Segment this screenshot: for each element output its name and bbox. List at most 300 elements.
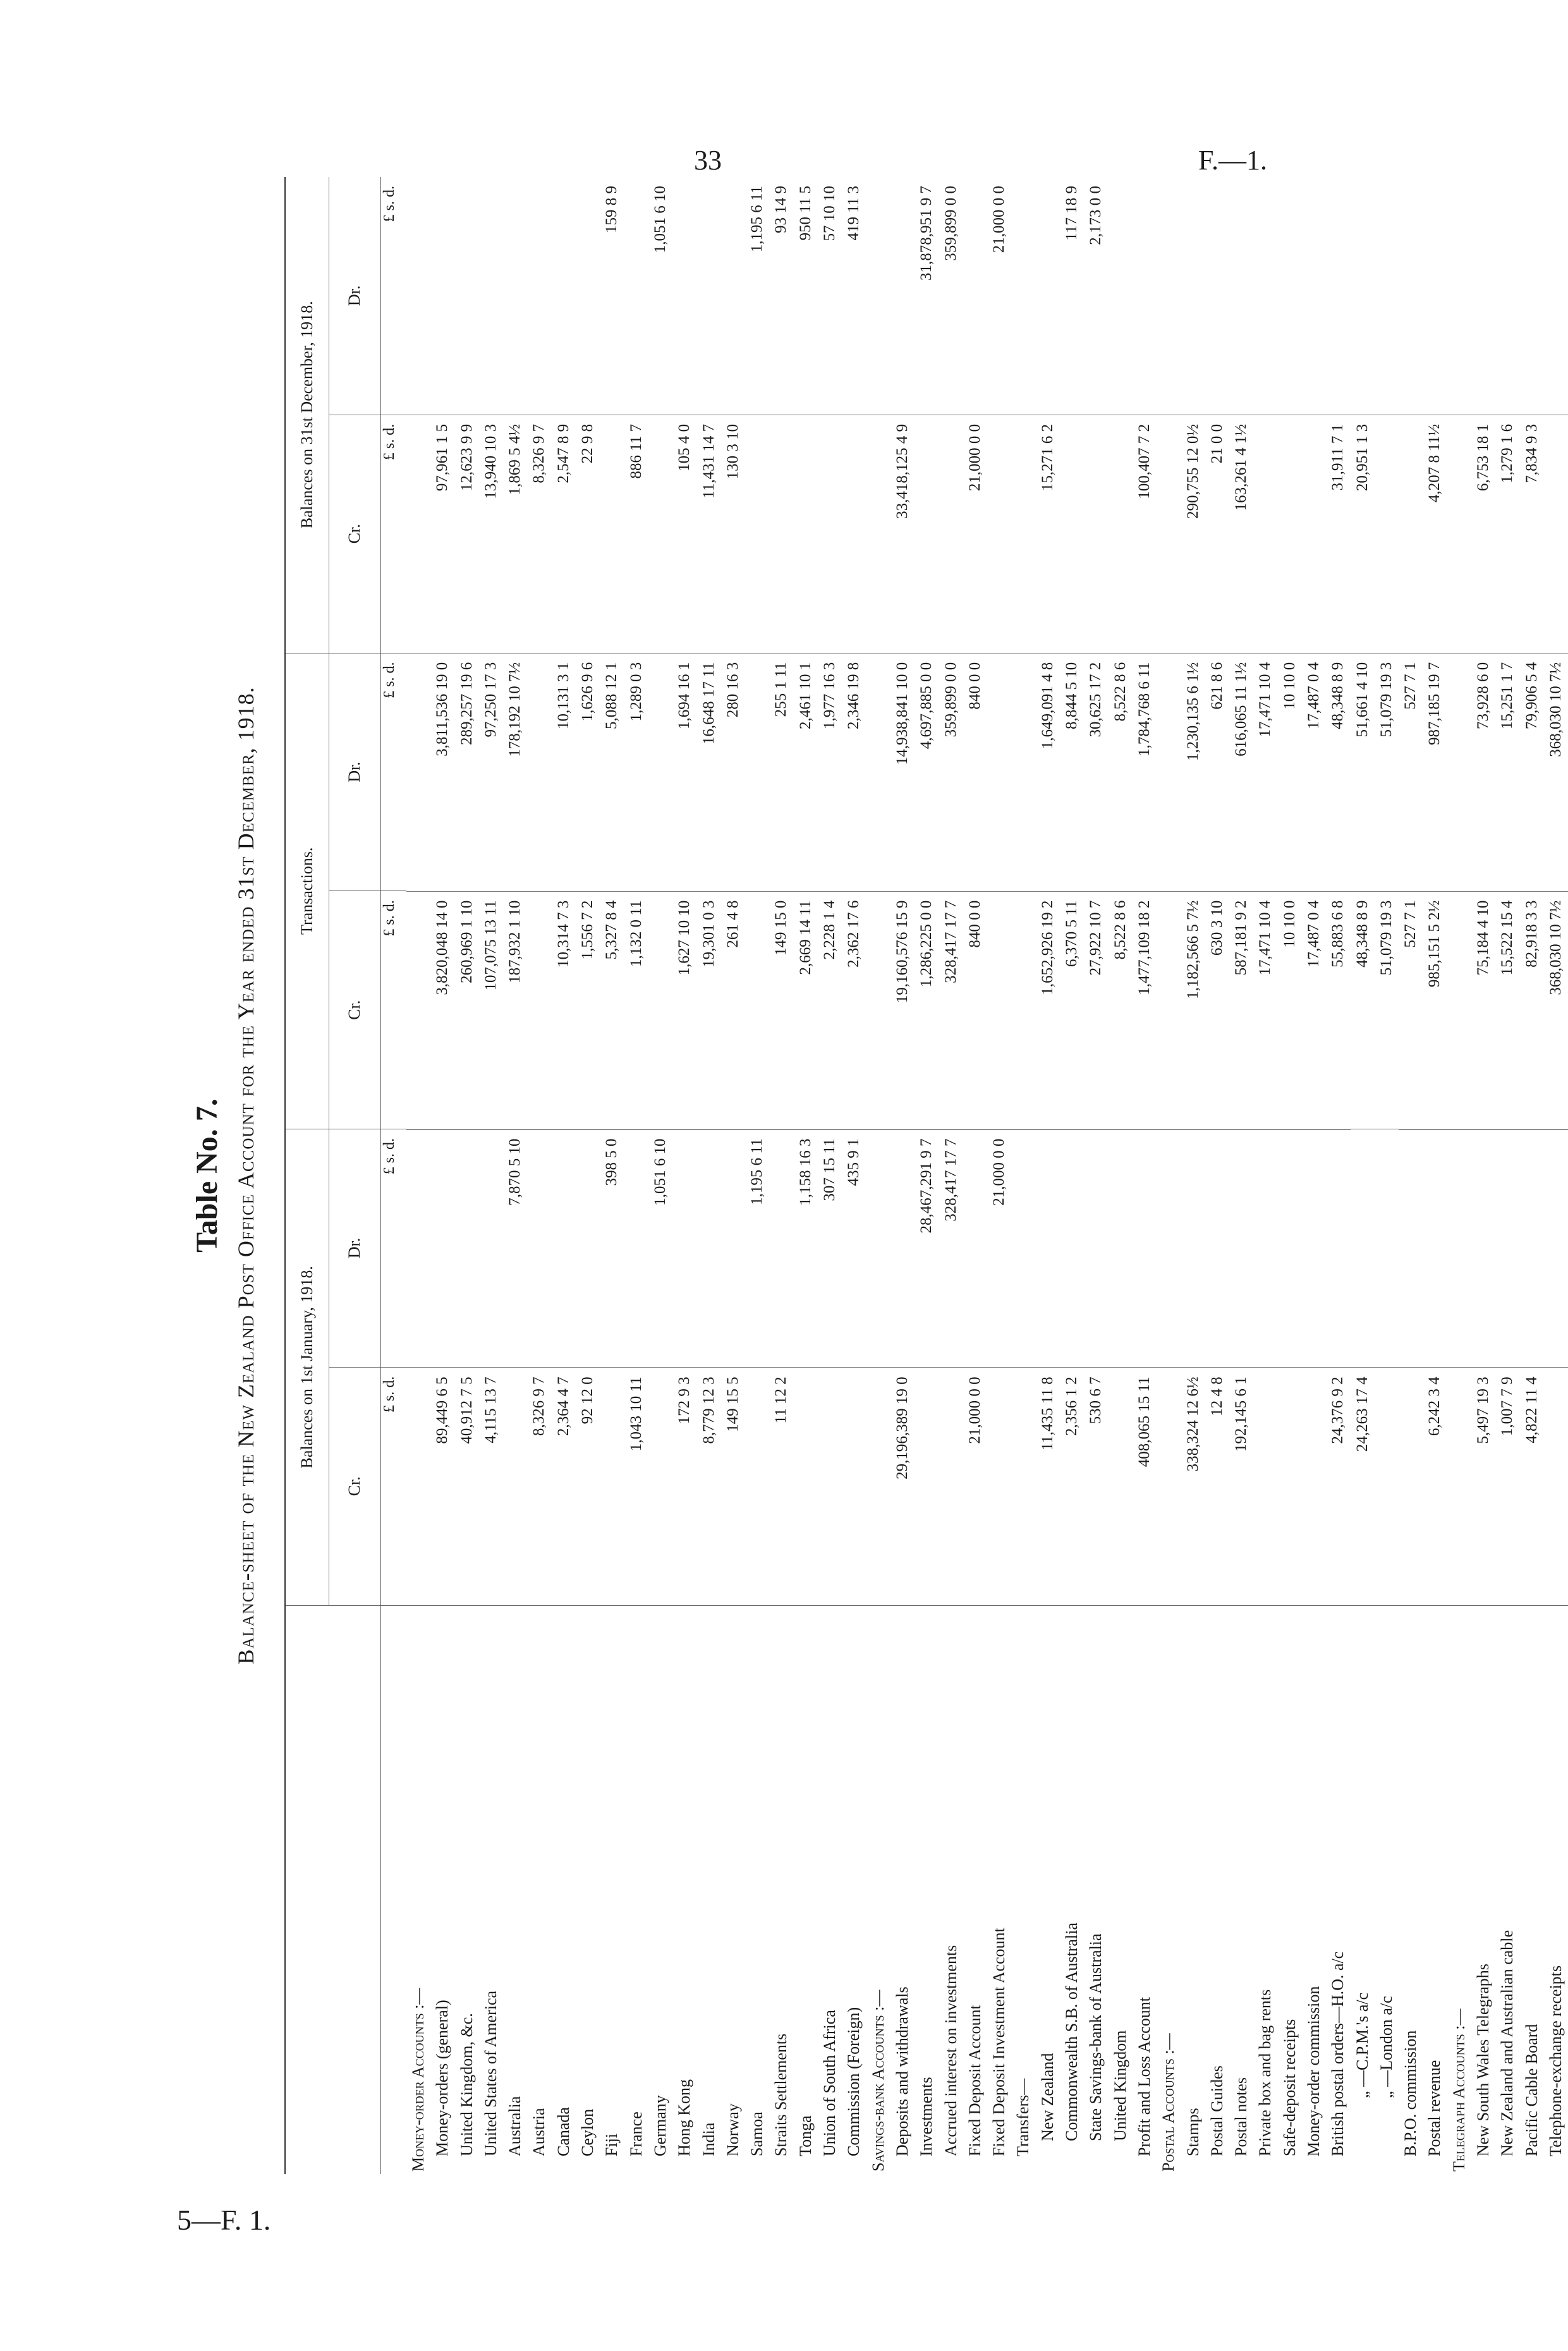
- dr-cell: [648, 653, 672, 891]
- dr-cell: [963, 1130, 987, 1368]
- dr-cell: [406, 653, 430, 891]
- dr-cell: [430, 177, 454, 415]
- dr-cell: 359,899 0 0: [942, 662, 959, 738]
- table-row: [576, 177, 600, 2174]
- row-label: Germany: [648, 1605, 672, 2174]
- cr-cell: 12,623 9 9: [455, 415, 479, 653]
- cr-cell: 630 3 10: [1205, 891, 1229, 1129]
- dr-cell: [1351, 1130, 1375, 1368]
- cr-cell: [794, 1367, 818, 1605]
- row-label: „ —C.P.M.'s a/c: [1351, 1605, 1375, 2174]
- dr-cell: [1302, 177, 1326, 415]
- cr-cell: 22 9 8: [576, 415, 600, 653]
- cr-cell: [745, 891, 769, 1129]
- dr-cell: 1,626 9 6: [579, 662, 597, 722]
- dr-cell: 368,030 10 7½: [1547, 662, 1564, 757]
- row-label: Stamps: [1181, 1605, 1205, 2174]
- dr-cell: [1181, 1130, 1205, 1368]
- cr-cell: 27,922 10 7: [1084, 891, 1108, 1129]
- cr-cell: [915, 1367, 939, 1605]
- cr-cell: 261 4 8: [721, 891, 745, 1129]
- cr-cell: [406, 415, 430, 653]
- dr-cell: [527, 653, 551, 891]
- cr-cell: 4,115 13 7: [479, 1367, 503, 1605]
- page-number: 33: [694, 145, 722, 176]
- cr-cell: 187,932 1 10: [503, 891, 527, 1129]
- cr-cell: 149 15 0: [769, 891, 793, 1129]
- cr-cell: [1157, 1367, 1181, 1605]
- cr-cell: [987, 415, 1011, 653]
- rotated-table-region: [190, 177, 1565, 2174]
- cr-cell: [939, 1367, 963, 1605]
- cr-cell: [1109, 1367, 1133, 1605]
- row-label: Telegraph Accounts :—: [1447, 1605, 1471, 2174]
- dr-cell: [624, 1130, 648, 1368]
- row-label: Australia: [503, 1605, 527, 2174]
- dr-cell: [1011, 1130, 1035, 1368]
- unit-label: £ s. d.: [381, 890, 406, 1129]
- cr-cell: 8,779 12 3: [697, 1367, 721, 1605]
- dr-cell: [1278, 1130, 1302, 1368]
- dr-cell: [1084, 1130, 1108, 1368]
- dr-cell: 10 10 0: [1280, 662, 1298, 710]
- dr-cell: 51,079 19 3: [1377, 662, 1395, 738]
- row-label: B.P.O. commission: [1399, 1605, 1423, 2174]
- cr-cell: 328,417 17 7: [939, 891, 963, 1129]
- cr-cell: 5,497 19 3: [1471, 1367, 1495, 1605]
- dr-cell: [455, 177, 479, 415]
- cr-cell: 92 12 0: [576, 1367, 600, 1605]
- cr-cell: 11,435 11 8: [1036, 1367, 1060, 1605]
- dr-cell: [624, 177, 648, 415]
- table-row: [769, 177, 793, 2174]
- row-label: Investments: [915, 1605, 939, 2174]
- cr-cell: [1544, 1367, 1568, 1605]
- cr-cell: 4,822 11 4: [1520, 1367, 1544, 1605]
- cr-cell: 2,362 17 6: [842, 891, 866, 1129]
- dr-cell: [479, 177, 503, 415]
- table-row: [648, 177, 672, 2174]
- cr-cell: 24,263 17 4: [1351, 1367, 1375, 1605]
- dr-cell: [1036, 177, 1060, 415]
- dr-cell: [1253, 177, 1277, 415]
- dr-cell: [1544, 1130, 1568, 1368]
- dr-cell: 8,522 8 6: [1111, 662, 1129, 722]
- row-label: Fiji: [600, 1605, 624, 2174]
- dr-cell: 1,158 16 3: [796, 1138, 814, 1206]
- cr-cell: 260,969 1 10: [455, 891, 479, 1129]
- dr-cell: 51,661 4 10: [1353, 662, 1371, 738]
- row-label: Deposits and withdrawals: [890, 1605, 915, 2174]
- row-label: Profit and Loss Account: [1133, 1605, 1157, 2174]
- table-row: [1278, 177, 1302, 2174]
- col-cr: Cr.: [329, 415, 380, 653]
- table-row: [455, 177, 479, 2174]
- row-label: Money-order Accounts :—: [406, 1605, 430, 2174]
- cr-cell: 3,820,048 14 0: [430, 891, 454, 1129]
- cr-cell: 17,471 10 4: [1253, 891, 1277, 1129]
- dr-cell: [1423, 1130, 1447, 1368]
- cr-cell: 10 10 0: [1278, 891, 1302, 1129]
- table-row: [624, 177, 648, 2174]
- dr-cell: [1157, 1130, 1181, 1368]
- cr-cell: 15,271 6 2: [1036, 415, 1060, 653]
- dr-cell: 117 18 9: [1063, 186, 1081, 241]
- dr-cell: [697, 177, 721, 415]
- dr-cell: [406, 177, 430, 415]
- dr-cell: [1520, 1130, 1544, 1368]
- cr-cell: 20,951 1 3: [1351, 415, 1375, 653]
- table-row: [1181, 177, 1205, 2174]
- table-row: [1326, 177, 1350, 2174]
- dr-cell: 15,251 1 7: [1498, 662, 1516, 729]
- cr-cell: [818, 415, 842, 653]
- row-label: Pacific Cable Board: [1520, 1605, 1544, 2174]
- dr-cell: 14,938,841 10 0: [893, 662, 911, 765]
- cr-cell: 2,669 14 11: [794, 891, 818, 1129]
- dr-cell: [866, 653, 890, 891]
- dr-cell: [1326, 1130, 1350, 1368]
- cr-cell: 11,431 14 7: [697, 415, 721, 653]
- dr-cell: [866, 1130, 890, 1368]
- cr-cell: 2,228 1 4: [818, 891, 842, 1129]
- cr-cell: 6,242 3 4: [1423, 1367, 1447, 1605]
- header-group-opening: [286, 1129, 380, 1605]
- cr-cell: 163,261 4 1½: [1229, 415, 1253, 653]
- dr-cell: [1229, 177, 1253, 415]
- dr-cell: 255 1 11: [772, 662, 790, 717]
- units-row: [381, 177, 406, 2174]
- col-dr: Dr.: [345, 285, 363, 307]
- cr-cell: 1,279 1 6: [1495, 415, 1519, 653]
- row-label: Private box and bag rents: [1253, 1605, 1277, 2174]
- row-label: Canada: [552, 1605, 576, 2174]
- table-row: [1375, 177, 1399, 2174]
- cr-cell: [1399, 415, 1423, 653]
- dr-cell: [527, 1130, 551, 1368]
- cr-cell: 527 7 1: [1399, 891, 1423, 1129]
- dr-cell: [576, 1130, 600, 1368]
- cr-cell: 97,961 1 5: [430, 415, 454, 653]
- dr-cell: [1495, 177, 1519, 415]
- dr-cell: 28,467,291 9 7: [918, 1138, 935, 1234]
- row-label: Commission (Foreign): [842, 1605, 866, 2174]
- table-row: [866, 177, 890, 2174]
- dr-cell: 73,928 6 0: [1474, 662, 1492, 729]
- cr-cell: [842, 1367, 866, 1605]
- cr-cell: [1011, 415, 1035, 653]
- table-body: [406, 177, 1568, 2174]
- dr-cell: [527, 177, 551, 415]
- dr-cell: [721, 1130, 745, 1368]
- table-row: [1157, 177, 1181, 2174]
- dr-cell: [406, 1130, 430, 1368]
- row-label: New Zealand and Australian cable: [1495, 1605, 1519, 2174]
- cr-cell: 1,652,926 19 2: [1036, 891, 1060, 1129]
- cr-cell: [745, 1367, 769, 1605]
- dr-cell: [430, 1130, 454, 1368]
- row-label: New Zealand: [1036, 1605, 1060, 2174]
- cr-cell: [1157, 415, 1181, 653]
- dr-cell: 289,257 19 6: [458, 662, 475, 745]
- cr-cell: [648, 1367, 672, 1605]
- table-row: [1520, 177, 1544, 2174]
- cr-cell: 15,522 15 4: [1495, 891, 1519, 1129]
- dr-cell: [1471, 177, 1495, 415]
- cr-cell: 8,522 8 6: [1109, 891, 1133, 1129]
- dr-cell: [1229, 1130, 1253, 1368]
- dr-cell: [1544, 177, 1568, 415]
- row-label: Safe-deposit receipts: [1278, 1605, 1302, 2174]
- dr-cell: [1375, 1130, 1399, 1368]
- cr-cell: 24,376 9 2: [1326, 1367, 1350, 1605]
- dr-cell: 1,977 16 3: [821, 662, 839, 729]
- row-label: Hong Kong: [672, 1605, 696, 2174]
- cr-cell: [1544, 415, 1568, 653]
- signature-mark: 5—F. 1.: [177, 2204, 271, 2236]
- table-row: [1036, 177, 1060, 2174]
- table-row: [1011, 177, 1035, 2174]
- dr-cell: 16,648 17 11: [700, 662, 717, 745]
- row-label: Money-order commission: [1302, 1605, 1326, 2174]
- dr-cell: 398 5 0: [603, 1138, 621, 1186]
- cr-cell: 338,324 12 6½: [1181, 1367, 1205, 1605]
- cr-cell: 1,869 5 4½: [503, 415, 527, 653]
- cr-cell: [794, 415, 818, 653]
- table-row: [794, 177, 818, 2174]
- dr-cell: 987,185 19 7: [1426, 662, 1443, 745]
- cr-cell: 530 6 7: [1084, 1367, 1108, 1605]
- col-cr: Cr.: [329, 890, 380, 1129]
- dr-cell: [963, 177, 987, 415]
- cr-cell: [1011, 891, 1035, 1129]
- dr-cell: [552, 177, 576, 415]
- table-row: [697, 177, 721, 2174]
- dr-cell: [1205, 177, 1229, 415]
- dr-cell: [672, 177, 696, 415]
- table-row: [479, 177, 503, 2174]
- row-label: United Kingdom, &c.: [455, 1605, 479, 2174]
- table-number: Table No. 7.: [190, 1098, 224, 1253]
- cr-cell: [987, 891, 1011, 1129]
- row-label: United States of America: [479, 1605, 503, 2174]
- unit-label: £ s. d.: [381, 186, 398, 222]
- table-row: [963, 177, 987, 2174]
- row-label: New South Wales Telegraphs: [1471, 1605, 1495, 2174]
- cr-cell: 6,753 18 1: [1471, 415, 1495, 653]
- cr-cell: [1253, 1367, 1277, 1605]
- header-label-cell: [286, 1605, 380, 2174]
- unit-label: £ s. d.: [381, 1367, 406, 1605]
- table-row: [1133, 177, 1157, 2174]
- table-header: [284, 177, 381, 2174]
- cr-cell: [406, 891, 430, 1129]
- cr-cell: [866, 891, 890, 1129]
- row-label: Tonga: [794, 1605, 818, 2174]
- dr-cell: 17,487 0 4: [1304, 662, 1322, 729]
- cr-cell: 82,918 3 3: [1520, 891, 1544, 1129]
- cr-cell: 7,834 9 3: [1520, 415, 1544, 653]
- table-row: [745, 177, 769, 2174]
- dr-cell: [1520, 177, 1544, 415]
- cr-cell: 89,449 6 5: [430, 1367, 454, 1605]
- dr-cell: 21,000 0 0: [990, 185, 1008, 253]
- cr-cell: 17,487 0 4: [1302, 891, 1326, 1129]
- dr-cell: [987, 653, 1011, 891]
- dr-cell: [455, 1130, 479, 1368]
- table-row: [1447, 177, 1471, 2174]
- row-label: Postal notes: [1229, 1605, 1253, 2174]
- table-row: [1084, 177, 1108, 2174]
- cr-cell: 48,348 8 9: [1351, 891, 1375, 1129]
- cr-cell: 33,418,125 4 9: [890, 415, 915, 653]
- table-row: [721, 177, 745, 2174]
- dr-cell: [1036, 1130, 1060, 1368]
- cr-cell: 40,912 7 5: [455, 1367, 479, 1605]
- cr-cell: 985,151 5 2½: [1423, 891, 1447, 1129]
- row-label: „ —London a/c: [1375, 1605, 1399, 2174]
- col-dr: Dr.: [345, 1237, 363, 1259]
- cr-cell: 886 11 7: [624, 415, 648, 653]
- row-label: Commonwealth S.B. of Australia: [1060, 1605, 1084, 2174]
- cr-cell: 130 3 10: [721, 415, 745, 653]
- row-label: Postal Guides: [1205, 1605, 1229, 2174]
- row-label: State Savings-bank of Australia: [1084, 1605, 1108, 2174]
- cr-cell: [600, 415, 624, 653]
- cr-cell: [866, 415, 890, 653]
- cr-cell: 172 9 3: [672, 1367, 696, 1605]
- dr-cell: 1,694 16 1: [676, 662, 693, 729]
- table-row: [987, 177, 1011, 2174]
- table-row: [915, 177, 939, 2174]
- dr-cell: 328,417 17 7: [942, 1138, 959, 1222]
- cr-cell: 1,132 0 11: [624, 891, 648, 1129]
- row-label: Fixed Deposit Investment Account: [987, 1605, 1011, 2174]
- dr-cell: [552, 1130, 576, 1368]
- cr-cell: [1011, 1367, 1035, 1605]
- dr-cell: [721, 177, 745, 415]
- dr-cell: [1351, 177, 1375, 415]
- row-label: India: [697, 1605, 721, 2174]
- dr-cell: [890, 1130, 915, 1368]
- dr-cell: 1,289 0 3: [627, 662, 645, 722]
- cr-cell: 192,145 6 1: [1229, 1367, 1253, 1605]
- dr-cell: 21,000 0 0: [990, 1138, 1008, 1206]
- dr-cell: [1447, 653, 1471, 891]
- cr-cell: [1447, 891, 1471, 1129]
- dr-cell: [1447, 177, 1471, 415]
- dr-cell: 7,870 5 10: [506, 1138, 524, 1206]
- cr-cell: [1278, 1367, 1302, 1605]
- cr-cell: [1399, 1367, 1423, 1605]
- cr-cell: [769, 415, 793, 653]
- cr-cell: [1375, 1367, 1399, 1605]
- dr-cell: [1423, 177, 1447, 415]
- cr-cell: 105 4 0: [672, 415, 696, 653]
- table-row: [842, 177, 866, 2174]
- dr-cell: 1,051 6 10: [651, 1138, 669, 1206]
- dr-cell: 307 15 11: [821, 1138, 839, 1201]
- cr-cell: 75,184 4 10: [1471, 891, 1495, 1129]
- unit-label: £ s. d.: [381, 1138, 398, 1175]
- dr-cell: [1109, 1130, 1133, 1368]
- cr-cell: 100,407 7 2: [1133, 415, 1157, 653]
- cr-cell: [1060, 415, 1084, 653]
- table-row: [818, 177, 842, 2174]
- cr-cell: 1,477,109 18 2: [1133, 891, 1157, 1129]
- table-row: [672, 177, 696, 2174]
- dr-cell: [1302, 1130, 1326, 1368]
- dr-cell: 2,173 0 0: [1087, 186, 1105, 245]
- dr-cell: 1,195 6 11: [748, 185, 766, 253]
- row-label: Samoa: [745, 1605, 769, 2174]
- table-title: Balance-sheet of the New Zealand Post Office Account for the Year ended 31st December, 1918.: [233, 686, 258, 1665]
- dr-cell: [1399, 177, 1423, 415]
- cr-cell: [842, 415, 866, 653]
- cr-cell: 1,286,225 0 0: [915, 891, 939, 1129]
- dr-cell: [1157, 177, 1181, 415]
- row-label: Postal Accounts :—: [1157, 1605, 1181, 2174]
- cr-cell: [1375, 415, 1399, 653]
- cr-cell: [1084, 415, 1108, 653]
- cr-cell: [1302, 415, 1326, 653]
- cr-cell: [527, 891, 551, 1129]
- table-row: [1060, 177, 1084, 2174]
- dr-cell: 5,088 12 1: [603, 662, 621, 729]
- dr-cell: [745, 653, 769, 891]
- dr-cell: 93 14 9: [772, 185, 790, 233]
- dr-cell: [1278, 177, 1302, 415]
- row-label: Money-orders (general): [430, 1605, 454, 2174]
- dr-cell: 950 11 5: [796, 185, 814, 241]
- cr-cell: [1447, 1367, 1471, 1605]
- dr-cell: [1253, 1130, 1277, 1368]
- dr-cell: [672, 1130, 696, 1368]
- row-label: Straits Settlements: [769, 1605, 793, 2174]
- cr-cell: 55,883 6 8: [1326, 891, 1350, 1129]
- cr-cell: [866, 1367, 890, 1605]
- dr-cell: [1060, 1130, 1084, 1368]
- table-row: [939, 177, 963, 2174]
- col-dr: Dr.: [345, 762, 363, 782]
- dr-cell: 79,906 5 4: [1522, 662, 1540, 729]
- dr-cell: [1011, 177, 1035, 415]
- cr-cell: 290,755 12 0½: [1181, 415, 1205, 653]
- cr-cell: 368,030 10 7½: [1544, 891, 1568, 1129]
- dr-cell: [1157, 653, 1181, 891]
- cr-cell: 12 4 8: [1205, 1367, 1229, 1605]
- dr-cell: 97,250 17 3: [482, 662, 499, 738]
- row-label: Ceylon: [576, 1605, 600, 2174]
- cr-cell: 2,547 8 9: [552, 415, 576, 653]
- row-label: Telephone-exchange receipts: [1544, 1605, 1568, 2174]
- cr-cell: 1,043 10 11: [624, 1367, 648, 1605]
- dr-cell: 8,844 5 10: [1063, 662, 1081, 730]
- dr-cell: 178,192 10 7½: [506, 662, 524, 757]
- group-title: Balances on 1st January, 1918.: [286, 1129, 329, 1605]
- balance-sheet-table: [284, 177, 1568, 2174]
- cr-cell: 6,370 5 11: [1060, 891, 1084, 1129]
- cr-cell: [1157, 891, 1181, 1129]
- dr-cell: 840 0 0: [966, 662, 983, 710]
- table-row: [1351, 177, 1375, 2174]
- table-row: [1229, 177, 1253, 2174]
- table-row: [552, 177, 576, 2174]
- dr-cell: [890, 177, 915, 415]
- table-row: [1423, 177, 1447, 2174]
- cr-cell: 31,911 7 1: [1326, 415, 1350, 653]
- cr-cell: [1278, 415, 1302, 653]
